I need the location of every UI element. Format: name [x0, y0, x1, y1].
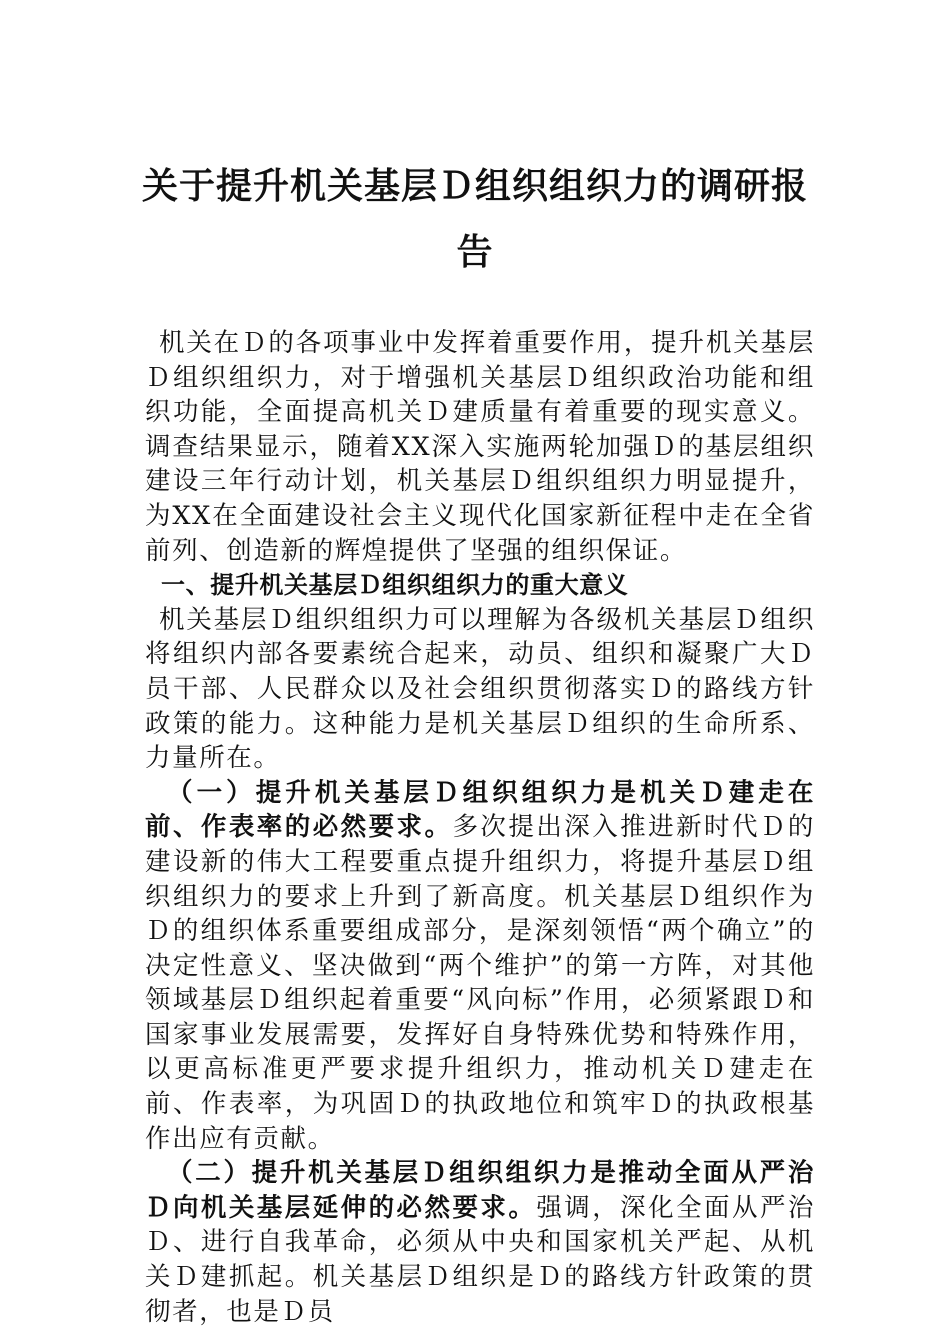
section1-paragraph: 机关基层Ｄ组织组织力可以理解为各级机关基层Ｄ组织将组织内部各要素统合起来，动员、组织和凝聚广大Ｄ员干部、人民群众以及社会组织贯彻落实Ｄ的路线方针政策的能力。这种能力是机关基层Ｄ组织的生命所系、力量所在。	[145, 604, 815, 774]
subsection2-paragraph	[145, 1156, 815, 1329]
subsection2-text: 强调，深化全面从严治Ｄ、进行自我革命，必须从中央和国家机关严起、从机关Ｄ建抓起。机关基层Ｄ组织是Ｄ的路线方针政策的贯彻者，也是Ｄ员	[145, 1192, 815, 1327]
section1-heading: 一、提升机关基层Ｄ组织组织力的重大意义	[161, 571, 629, 600]
subsection1-paragraph	[145, 776, 815, 1157]
subsection1-lead: （一）提升机关基层Ｄ组织组织力是机关Ｄ建走在前、作表率的必然要求。	[145, 777, 815, 843]
document-title-line1: 关于提升机关基层Ｄ组织组织力的调研报	[141, 165, 808, 207]
document-title-line2: 告	[456, 231, 494, 273]
intro-paragraph: 机关在Ｄ的各项事业中发挥着重要作用，提升机关基层Ｄ组织组织力，对于增强机关基层Ｄ组织政治功能和组织功能，全面提高机关Ｄ建质量有着重要的现实意义。调查结果显示，随着XX深入实施两轮加强Ｄ的基层组织建设三年行动计划，机关基层Ｄ组织组织力明显提升，为XX在全面建设社会主义现代化国家新征程中走在全省前列、创造新的辉煌提供了坚强的组织保证。	[145, 328, 815, 566]
document-body	[145, 326, 815, 1329]
subsection1-text: 多次提出深入推进新时代Ｄ的建设新的伟大工程要重点提升组织力，将提升基层Ｄ组织组织力的要求上升到了新高度。机关基层Ｄ组织作为Ｄ的组织体系重要组成部分，是深刻领悟“两个确立”的决定性意义、坚决做到“两个维护”的第一方阵，对其他领域基层Ｄ组织起着重要“风向标”作用，必须紧跟Ｄ和国家事业发展需要，发挥好自身特殊优势和特殊作用，以更高标准更严要求提升组织力，推动机关Ｄ建走在前、作表率，为巩固Ｄ的执政地位和筑牢Ｄ的执政根基作出应有贡献。	[145, 812, 815, 1154]
subsection2-lead: （二）提升机关基层Ｄ组织组织力是推动全面从严治Ｄ向机关基层延伸的必然要求。	[145, 1158, 815, 1223]
